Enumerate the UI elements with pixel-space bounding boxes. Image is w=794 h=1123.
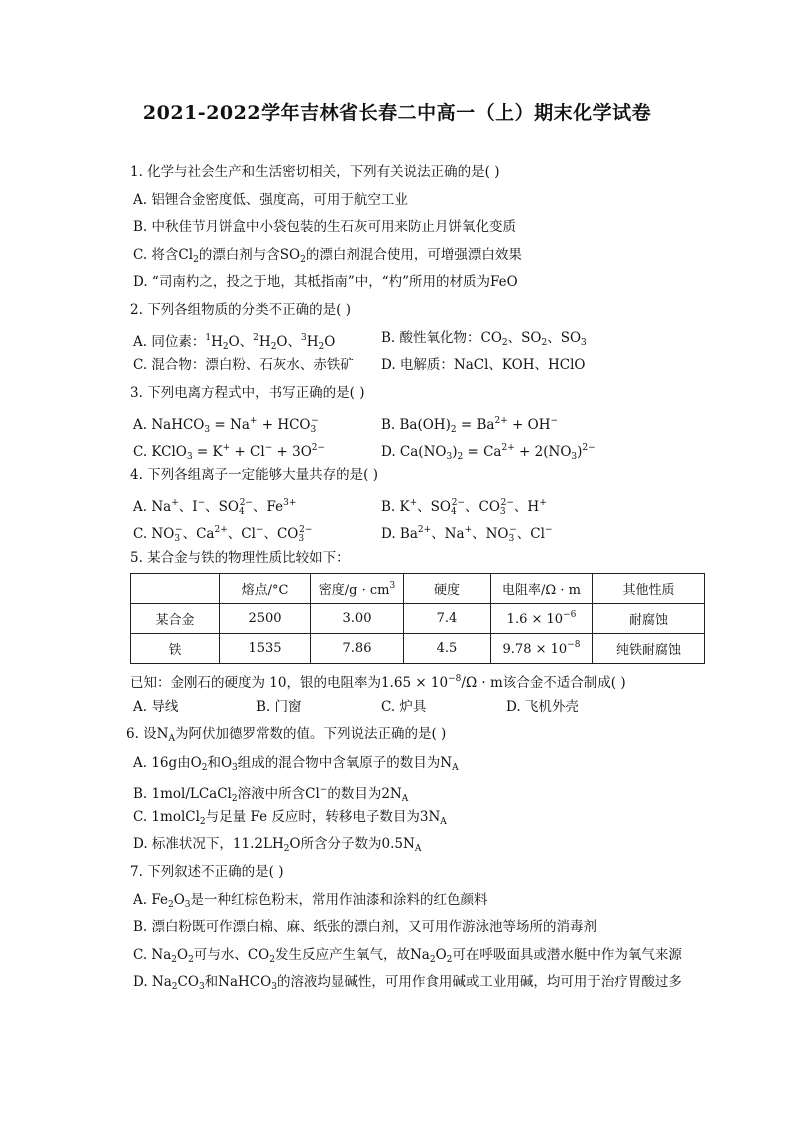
q4-option-c: C. $NO_3^-$、$Ca^{2+}$、Cl−、$CO_3^{2-}$ xyxy=(133,525,313,544)
table-header-cell: 密度$/g \cdot cm^3$ xyxy=(311,574,404,604)
table-cell: 7.4 xyxy=(404,604,491,634)
q3-option-b: B. $Ba(OH)_2 = Ba^{2+} + OH^-$ xyxy=(381,416,559,435)
q3-option-a: A. NaHCO$_3$ = $Na^+ + HCO_3^-$ xyxy=(133,416,319,435)
q7-option-c: C. $Na_2O_2$可与水、$CO_2$发生反应产生氧气，故$Na_2O_2$可在呼吸面具或潜水艇中作为氧气来源 xyxy=(133,947,682,965)
q6-option-d: D. 标准状况下，$11.2LH_2O$所含分子数为$0.5N_A$ xyxy=(133,836,422,854)
question-1-stem: 1. 化学与社会生产和生活密切相关，下列有关说法正确的是( ) xyxy=(130,164,500,180)
q6-option-b: B. 1mol/LCaCl$_2$溶液中所含Cl−的数目为$2N_A$ xyxy=(133,785,409,804)
q5-option-c: C. 炉具 xyxy=(381,699,427,715)
q7-option-d: D. $Na_2CO_3$和NaHCO$_3$的溶液均显碱性，可用作食用碱或工业用碱，均可用于治疗胃酸过多 xyxy=(133,974,682,992)
question-5-stem: 5. 某合金与铁的物理性质比较如下： xyxy=(130,550,350,566)
table-cell: 2500 xyxy=(220,604,311,634)
q7-option-b: B. 漂白粉既可作漂白棉、麻、纸张的漂白剂，又可用作游泳池等场所的消毒剂 xyxy=(133,919,598,935)
q4-option-b: B. K+、$SO_4^{2-}$、$CO_3^{2-}$、H+ xyxy=(381,498,547,517)
q3-option-d: D. $Ca(NO_3)_2 = Ca^{2+} + 2(NO_3)^{2-}$ xyxy=(381,443,596,462)
table-cell: 3.00 xyxy=(311,604,404,634)
table-header-cell xyxy=(131,574,220,604)
q6-option-c: C. 1molCl$_2$与足量 Fe 反应时，转移电子数目为$3N_A$ xyxy=(133,809,447,827)
table-cell: $1.6 \times 10^{-6}$ xyxy=(491,604,593,634)
table-cell: 纯铁耐腐蚀 xyxy=(593,634,705,664)
table-cell: 1535 xyxy=(220,634,311,664)
q2-option-d: D. 电解质：NaCl、KOH、HClO xyxy=(381,357,586,373)
table-header-cell: 电阻率/Ω · m xyxy=(491,574,593,604)
q7-option-a: A. $Fe_2O_3$是一种红棕色粉末，常用作油漆和涂料的红色颜料 xyxy=(133,892,488,910)
table-cell: 7.86 xyxy=(311,634,404,664)
q1-option-d: D. “司南杓之，投之于地，其柢指南”中，“杓”所用的材质为FeO xyxy=(133,274,518,290)
q5-option-a: A. 导线 xyxy=(133,699,179,715)
question-2-stem: 2. 下列各组物质的分类不正确的是( ) xyxy=(130,302,351,318)
table-cell: 铁 xyxy=(131,634,220,664)
q2-option-c: C. 混合物：漂白粉、石灰水、赤铁矿 xyxy=(133,357,354,373)
property-table xyxy=(130,573,705,664)
q1-option-a: A. 铝锂合金密度低、强度高，可用于航空工业 xyxy=(133,192,408,208)
table-row xyxy=(131,604,705,634)
table-cell: 4.5 xyxy=(404,634,491,664)
q1-option-c: C. 将含$Cl_2$的漂白剂与含$SO_2$的漂白剂混合使用，可增强漂白效果 xyxy=(133,247,522,265)
q2-option-b: B. 酸性氧化物：$CO_2$、$SO_2$、$SO_3$ xyxy=(381,330,587,348)
question-4-stem: 4. 下列各组离子一定能够大量共存的是( ) xyxy=(130,467,378,483)
q4-option-d: D. $Ba^{2+}$、Na+、$NO_3^-$、Cl− xyxy=(381,525,553,544)
q6-option-a: A. 16g由$O_2$和$O_3$组成的混合物中含氧原子的数目为$N_A$ xyxy=(133,755,459,773)
q5-option-d: D. 飞机外壳 xyxy=(506,699,579,715)
q5-option-b: B. 门窗 xyxy=(256,699,302,715)
table-header-row xyxy=(131,574,705,604)
table-cell: 耐腐蚀 xyxy=(593,604,705,634)
page-title: 2021-2022学年吉林省长春二中高一（上）期末化学试卷 xyxy=(142,102,652,124)
question-6-stem: 6. 设$N_A$为阿伏加德罗常数的值。下列说法正确的是( ) xyxy=(126,726,447,744)
table-header-cell: 熔点/°C xyxy=(220,574,311,604)
table-row xyxy=(131,634,705,664)
q1-option-b: B. 中秋佳节月饼盒中小袋包装的生石灰可用来防止月饼氧化变质 xyxy=(133,219,517,235)
question-3-stem: 3. 下列电离方程式中，书写正确的是( ) xyxy=(130,385,365,401)
q3-option-c: C. KClO$_3$ = $K^+ + Cl^- + 3O^{2-}$ xyxy=(133,443,326,462)
question-7-stem: 7. 下列叙述不正确的是( ) xyxy=(130,864,284,880)
table-header-cell: 其他性质 xyxy=(593,574,705,604)
table-header-cell: 硬度 xyxy=(404,574,491,604)
q5-note: 已知：金刚石的硬度为 10，银的电阻率为$1.65 \times 10^{-8}/\Omega \cdot m$该合金不适合制成( ) xyxy=(130,674,626,691)
q2-option-a: A. 同位素：$^1H_2O$、$^2H_2O$、$^3H_2O$ xyxy=(133,333,336,352)
q4-option-a: A. Na+、I−、$SO_4^{2-}$、$Fe^{3+}$ xyxy=(133,498,297,517)
table-cell: 某合金 xyxy=(131,604,220,634)
table-cell: $9.78 \times 10^{-8}$ xyxy=(491,634,593,664)
